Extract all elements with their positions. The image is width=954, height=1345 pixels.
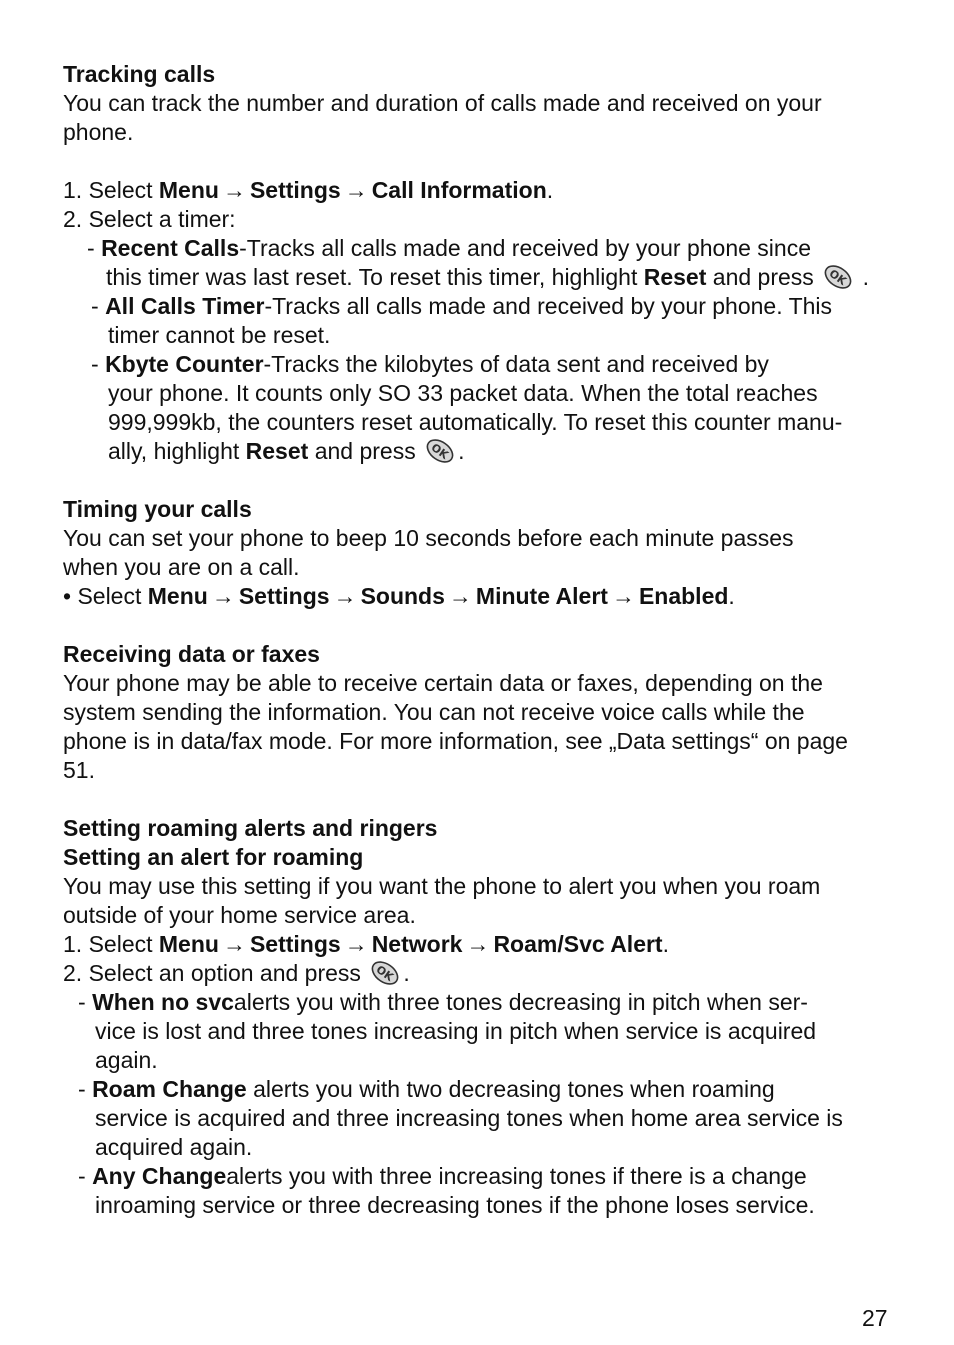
timing-line-2: when you are on a call.	[63, 554, 300, 580]
when-no-svc-item: - When no svcalerts you with three tones decreasing in pitch when ser-	[78, 989, 808, 1015]
roaming-heading: Setting roaming alerts and ringers	[63, 815, 438, 841]
page-number: 27	[862, 1305, 888, 1331]
all-calls-timer-item: - All Calls Timer-Tracks all calls made and received by your phone. This	[91, 293, 833, 319]
tracking-heading: Tracking calls	[63, 61, 216, 87]
receiving-line-2: system sending the information. You can not receive voice calls while the	[63, 699, 805, 725]
roam-change-item: - Roam Change alerts you with two decreasing tones when roaming	[78, 1076, 775, 1102]
svg-text:OK: OK	[428, 440, 451, 462]
when-no-svc-line-2: vice is lost and three tones increasing in pitch when service is acquired	[95, 1018, 817, 1044]
tracking-step-1: 1. Select Menu → Settings → Call Information.	[63, 177, 554, 203]
timing-bullet: • Select Menu → Settings → Sounds → Minute Alert → Enabled.	[63, 583, 735, 609]
receiving-heading: Receiving data or faxes	[63, 641, 320, 667]
arrow-icon: →	[211, 583, 235, 609]
roaming-line-2: outside of your home service area.	[63, 902, 416, 928]
receiving-line-4: 51.	[63, 757, 95, 783]
arrow-icon: →	[222, 931, 246, 957]
any-change-line-2: inroaming service or three decreasing tones if the phone loses service.	[95, 1192, 815, 1218]
recent-calls-line-2: this timer was last reset. To reset this timer, highlight Reset and press OK .	[63, 263, 893, 292]
tracking-intro-line-1: You can track the number and duration of calls made and received on your	[63, 90, 822, 116]
ok-key-icon	[424, 438, 456, 464]
arrow-icon: →	[466, 931, 490, 957]
kbyte-counter-line-4: ally, highlight Reset and press OK .	[63, 437, 893, 466]
roaming-step-1: 1. Select Menu → Settings → Network → Roam/Svc Alert.	[63, 931, 669, 957]
timing-line-1: You can set your phone to beep 10 seconds before each minute passes	[63, 525, 794, 551]
ok-key-icon	[369, 960, 401, 986]
when-no-svc-line-3: again.	[95, 1047, 158, 1073]
arrow-icon: →	[344, 931, 368, 957]
svg-text:OK: OK	[826, 266, 849, 288]
manual-page	[63, 60, 893, 1220]
roam-change-line-3: acquired again.	[95, 1134, 253, 1160]
roaming-step-2: 2. Select an option and press OK .	[63, 959, 893, 988]
recent-calls-item: - Recent Calls-Tracks all calls made and received by your phone since	[87, 235, 811, 261]
roaming-line-1: You may use this setting if you want the phone to alert you when you roam	[63, 873, 821, 899]
receiving-line-3: phone is in data/fax mode. For more information, see „Data settings“ on page	[63, 728, 848, 754]
timing-heading: Timing your calls	[63, 496, 252, 522]
ok-key-icon	[822, 264, 854, 290]
any-change-item: - Any Changealerts you with three increasing tones if there is a change	[78, 1163, 807, 1189]
tracking-intro-line-2: phone.	[63, 119, 134, 145]
kbyte-counter-line-2: your phone. It counts only SO 33 packet data. When the total reaches	[108, 380, 818, 406]
roam-change-line-2: service is acquired and three increasing tones when home area service is	[95, 1105, 843, 1131]
all-calls-timer-line-2: timer cannot be reset.	[108, 322, 331, 348]
svg-text:OK: OK	[373, 962, 397, 984]
arrow-icon: →	[344, 177, 368, 203]
tracking-step-2: 2. Select a timer:	[63, 206, 236, 232]
kbyte-counter-line-3: 999,999kb, the counters reset automatically. To reset this counter manu-	[108, 409, 843, 435]
arrow-icon: →	[333, 583, 357, 609]
arrow-icon: →	[222, 177, 246, 203]
kbyte-counter-item: - Kbyte Counter-Tracks the kilobytes of data sent and received by	[91, 351, 769, 377]
arrow-icon: →	[611, 583, 635, 609]
arrow-icon: →	[448, 583, 472, 609]
receiving-line-1: Your phone may be able to receive certain data or faxes, depending on the	[63, 670, 823, 696]
roaming-subheading: Setting an alert for roaming	[63, 844, 364, 870]
